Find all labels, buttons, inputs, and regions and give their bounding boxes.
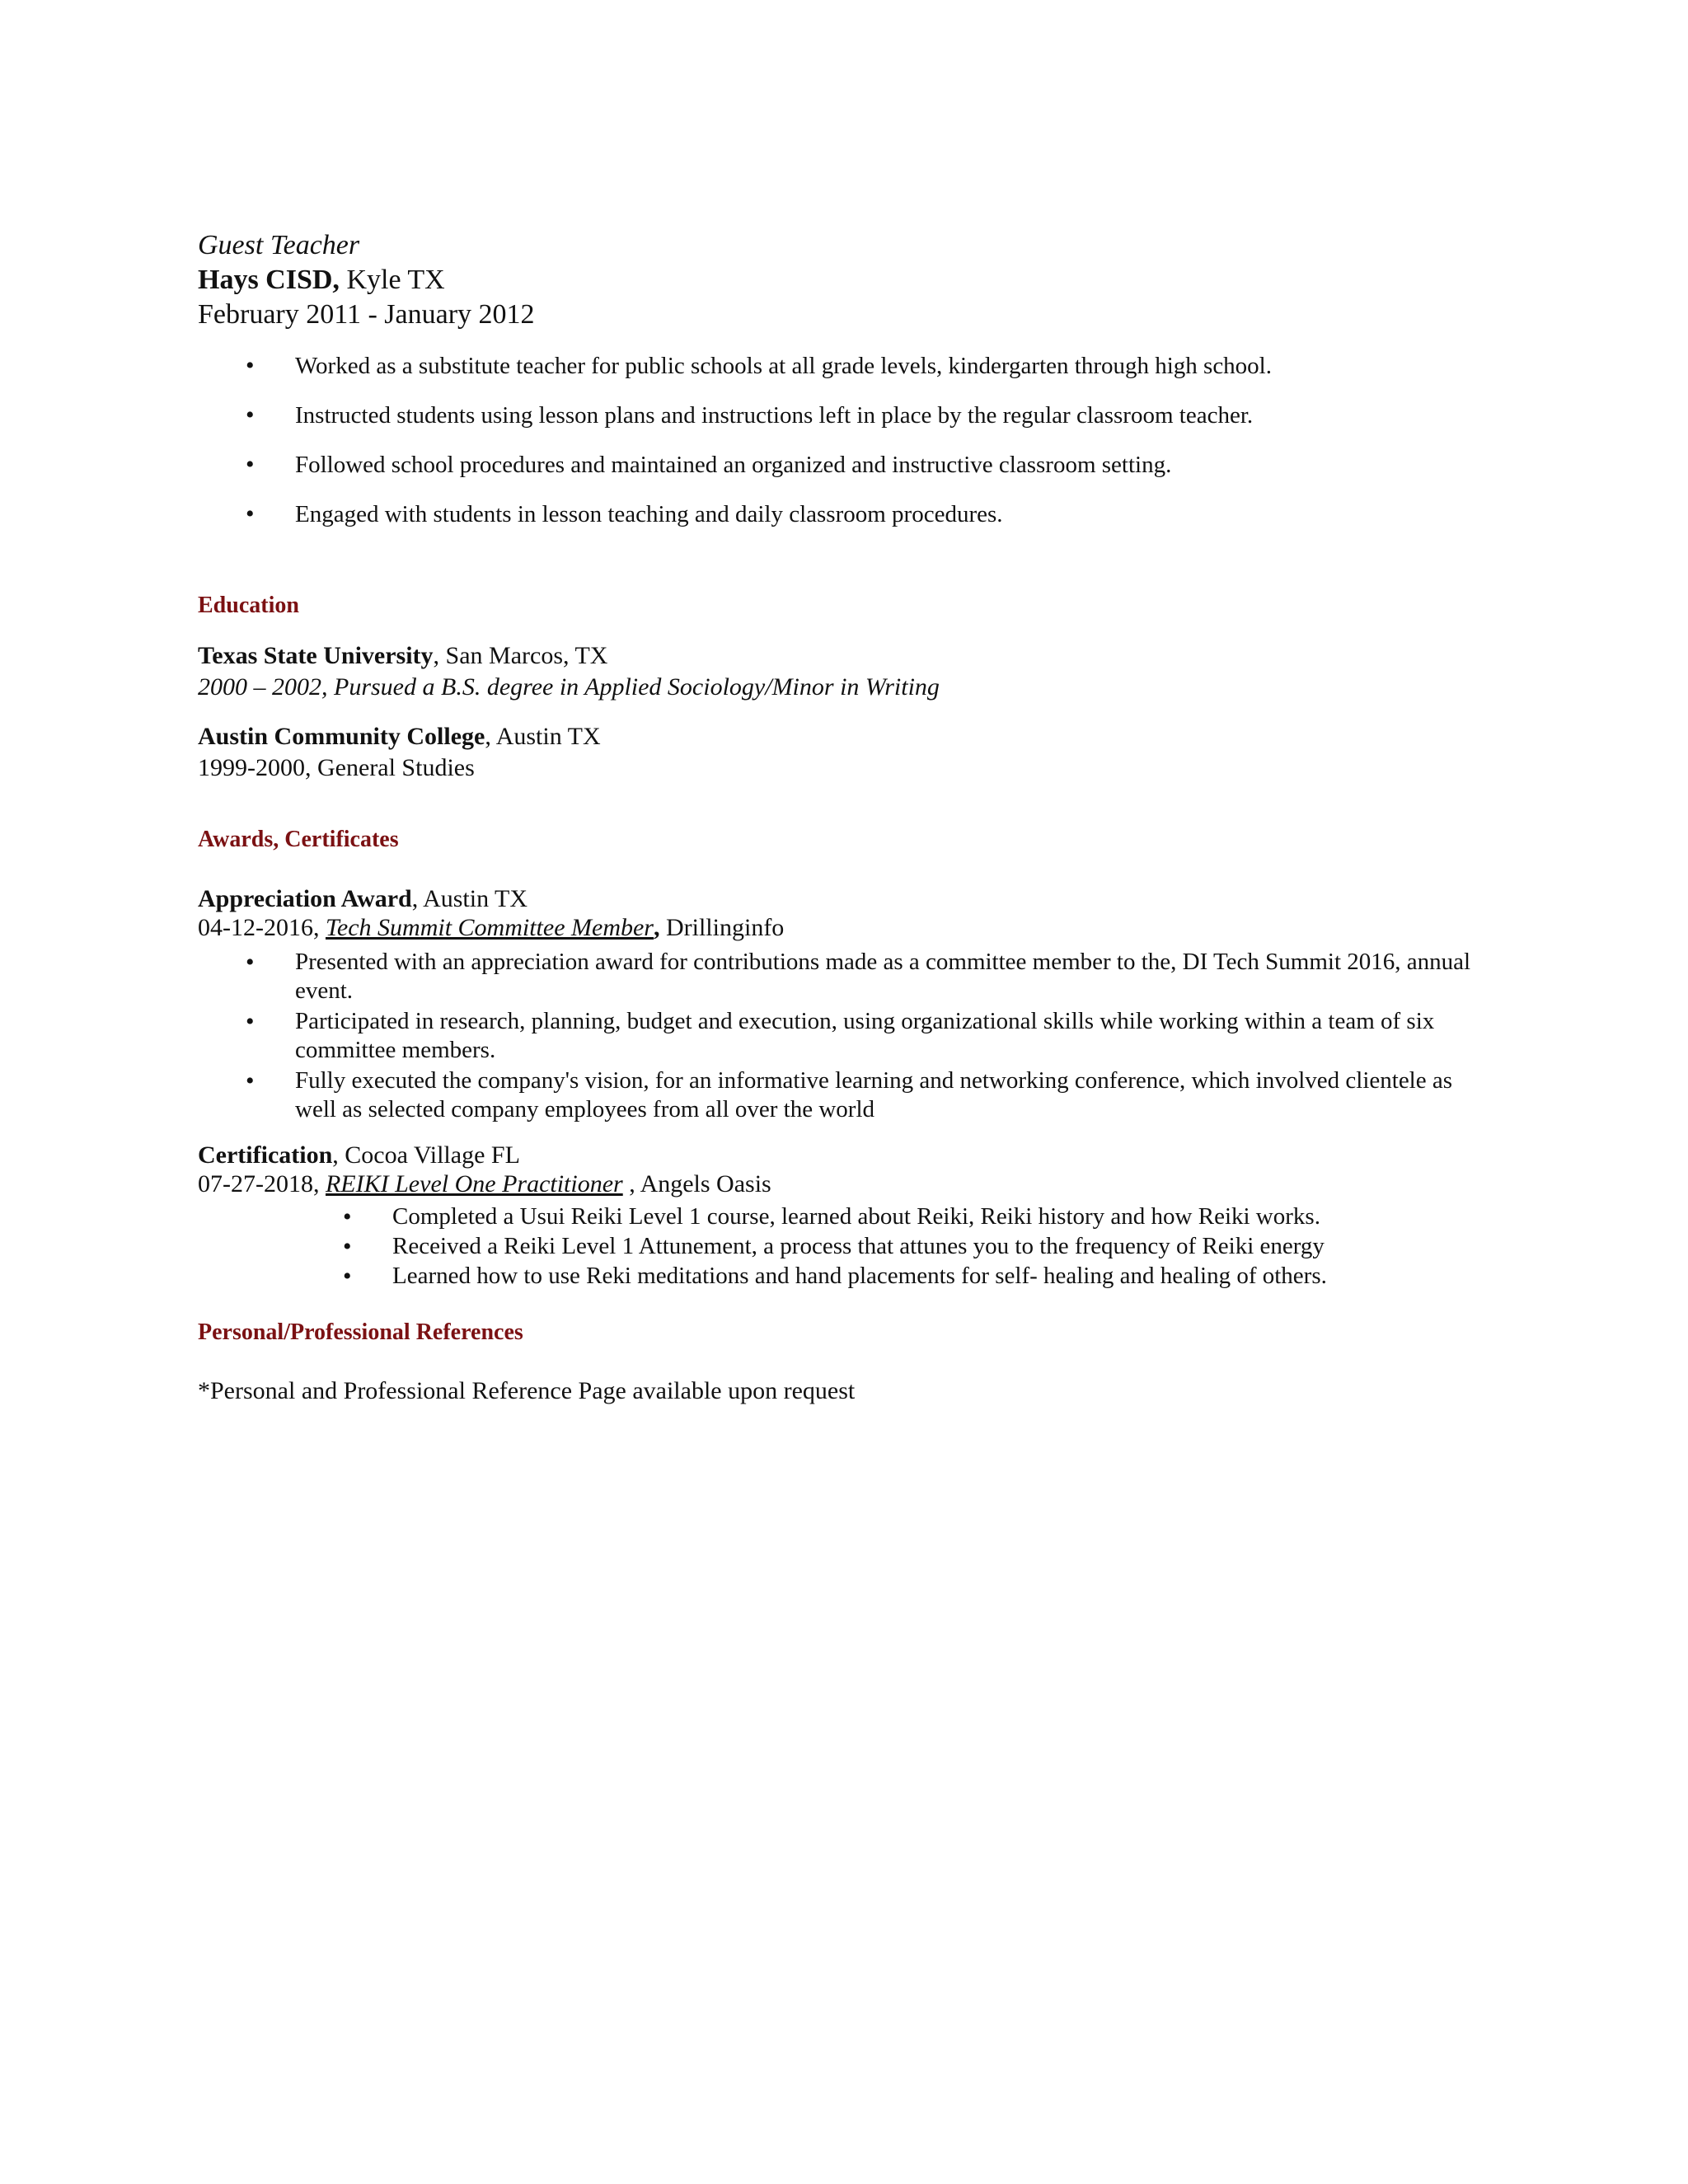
education-heading: Education bbox=[198, 593, 299, 618]
certification-org: , Angels Oasis bbox=[622, 1170, 771, 1197]
references-note: *Personal and Professional Reference Page available upon request bbox=[198, 1377, 856, 1404]
list-item: • Engaged with students in lesson teaching and daily classroom procedures. bbox=[295, 499, 1531, 529]
list-item: • Completed a Usui Reiki Level 1 course, learned about Reiki, Reiki history and how Reiki works. bbox=[392, 1202, 1546, 1231]
list-item: • Participated in research, planning, budget and execution, using organizational skills while working within a team of six committee members. bbox=[295, 1007, 1482, 1065]
job-location: Kyle TX bbox=[346, 265, 445, 295]
job-employer: Hays CISD, bbox=[198, 265, 340, 295]
school-line bbox=[198, 722, 601, 752]
certification-date: 07-27-2018, bbox=[198, 1170, 326, 1197]
certification-name: Certification bbox=[198, 1141, 333, 1169]
list-item: • Fully executed the company's vision, for an informative learning and networking conference, which involved clientele as well as selected company employees from all over the world bbox=[295, 1066, 1482, 1124]
awards-heading: Awards, Certificates bbox=[198, 827, 399, 852]
references-heading: Personal/Professional References bbox=[198, 1319, 523, 1345]
certification-course: REIKI Level One Practitioner bbox=[325, 1170, 623, 1197]
list-item: • Instructed students using lesson plans and instructions left in place by the regular classroom teacher. bbox=[295, 401, 1531, 430]
job-employer-line bbox=[198, 264, 445, 297]
award-location: , Austin TX bbox=[411, 885, 528, 912]
award-org: Drillinginfo bbox=[659, 914, 785, 941]
job-title: Guest Teacher bbox=[198, 230, 360, 260]
certification-line bbox=[198, 1141, 520, 1170]
award-role: Tech Summit Committee Member bbox=[325, 914, 654, 941]
certification-date-line bbox=[198, 1169, 771, 1199]
list-item: • Learned how to use Reki meditations and hand placements for self- healing and healing of others. bbox=[392, 1262, 1546, 1291]
school-detail: 1999-2000, General Studies bbox=[198, 754, 475, 781]
award-date: 04-12-2016, bbox=[198, 914, 326, 941]
award-comma: , bbox=[653, 914, 660, 941]
job-dates: February 2011 - January 2012 bbox=[198, 299, 535, 330]
list-item: • Worked as a substitute teacher for public schools at all grade levels, kindergarten through high school. bbox=[295, 351, 1531, 381]
job-bullet-list bbox=[295, 351, 1531, 549]
list-item: • Followed school procedures and maintained an organized and instructive classroom setting. bbox=[295, 450, 1531, 480]
list-item: • Received a Reiki Level 1 Attunement, a process that attunes you to the frequency of Reiki energy bbox=[392, 1232, 1546, 1261]
award-name: Appreciation Award bbox=[198, 885, 412, 912]
award-bullet-list bbox=[295, 948, 1482, 1126]
school-location: , Austin TX bbox=[485, 723, 601, 750]
school-detail: 2000 – 2002, Pursued a B.S. degree in Applied Sociology/Minor in Writing bbox=[198, 673, 940, 701]
certification-bullet-list bbox=[392, 1202, 1546, 1291]
school-location: , San Marcos, TX bbox=[433, 642, 608, 669]
school-line bbox=[198, 641, 607, 671]
school-name: Texas State University bbox=[198, 642, 434, 669]
certification-location: , Cocoa Village FL bbox=[332, 1141, 520, 1169]
award-date-line bbox=[198, 913, 784, 943]
list-item: • Presented with an appreciation award for contributions made as a committee member to the, DI Tech Summit 2016, annual event. bbox=[295, 948, 1482, 1005]
school-name: Austin Community College bbox=[198, 723, 485, 750]
award-line bbox=[198, 884, 528, 914]
